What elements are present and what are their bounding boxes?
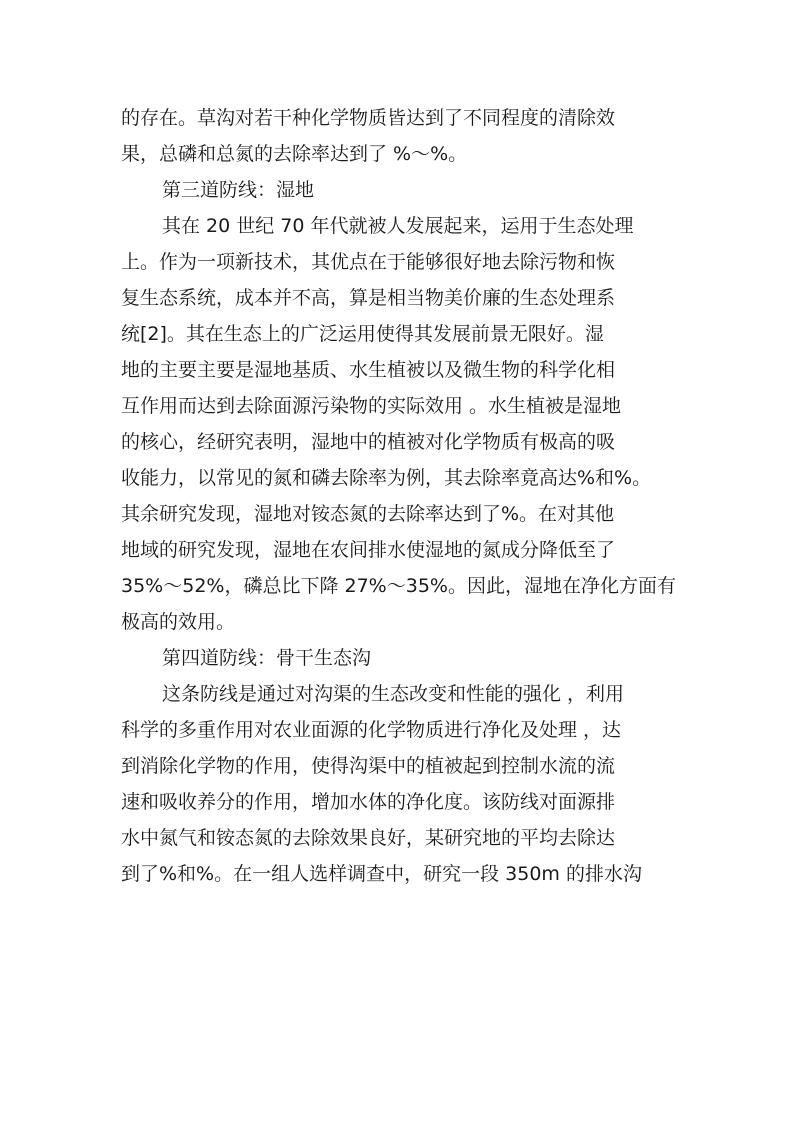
text-line: 这条防线是通过对沟渠的生态改变和性能的强化 ，利用: [162, 683, 625, 705]
text-line: 地的主要主要是湿地基质、水生植被以及微生物的科学化相: [121, 359, 616, 381]
text-line: 统[2]。其在生态上的广泛运用使得其发展前景无限好。湿: [121, 323, 604, 345]
text-line: 35%～52%，磷总比下降 27%～35%。因此，湿地在净化方面有: [121, 575, 676, 597]
text-line: 果，总磷和总氮的去除率达到了 %～%。: [121, 143, 468, 165]
text-line: 复生态系统，成本并不高，算是相当物美价廉的生态处理系: [121, 287, 616, 309]
section-heading: 第四道防线：骨干生态沟: [162, 647, 372, 669]
section-heading: 第三道防线：湿地: [162, 179, 315, 201]
text-line: 收能力，以常见的氮和磷去除率为例，其去除率竟高达%和%。: [121, 467, 652, 489]
text-line: 其在 20 世纪 70 年代就被人发展起来，运用于生态处理: [162, 215, 634, 237]
text-line: 其余研究发现，湿地对铵态氮的去除率达到了%。在对其他: [121, 503, 615, 525]
text-line: 互作用而达到去除面源污染物的实际效用 。水生植被是湿地: [121, 395, 622, 417]
text-line: 的核心，经研究表明，湿地中的植被对化学物质有极高的吸: [121, 431, 616, 453]
text-line: 到了%和%。在一组人选样调查中，研究一段 350m 的排水沟: [121, 863, 642, 885]
text-line: 水中氮气和铵态氮的去除效果良好，某研究地的平均去除达: [121, 827, 616, 849]
text-line: 速和吸收养分的作用，增加水体的净化度。该防线对面源排: [121, 791, 616, 813]
text-line: 极高的效用。: [121, 611, 236, 633]
text-line: 科学的多重作用对农业面源的化学物质进行净化及处理 ，达: [121, 719, 622, 741]
text-line: 上。作为一项新技术，其优点在于能够很好地去除污物和恢: [121, 251, 616, 273]
text-line: 的存在。草沟对若干种化学物质皆达到了不同程度的清除效: [121, 107, 616, 129]
text-line: 到消除化学物的作用，使得沟渠中的植被起到控制水流的流: [121, 755, 616, 777]
text-line: 地域的研究发现，湿地在农间排水使湿地的氮成分降低至了: [121, 539, 616, 561]
body-text: [121, 100, 681, 892]
